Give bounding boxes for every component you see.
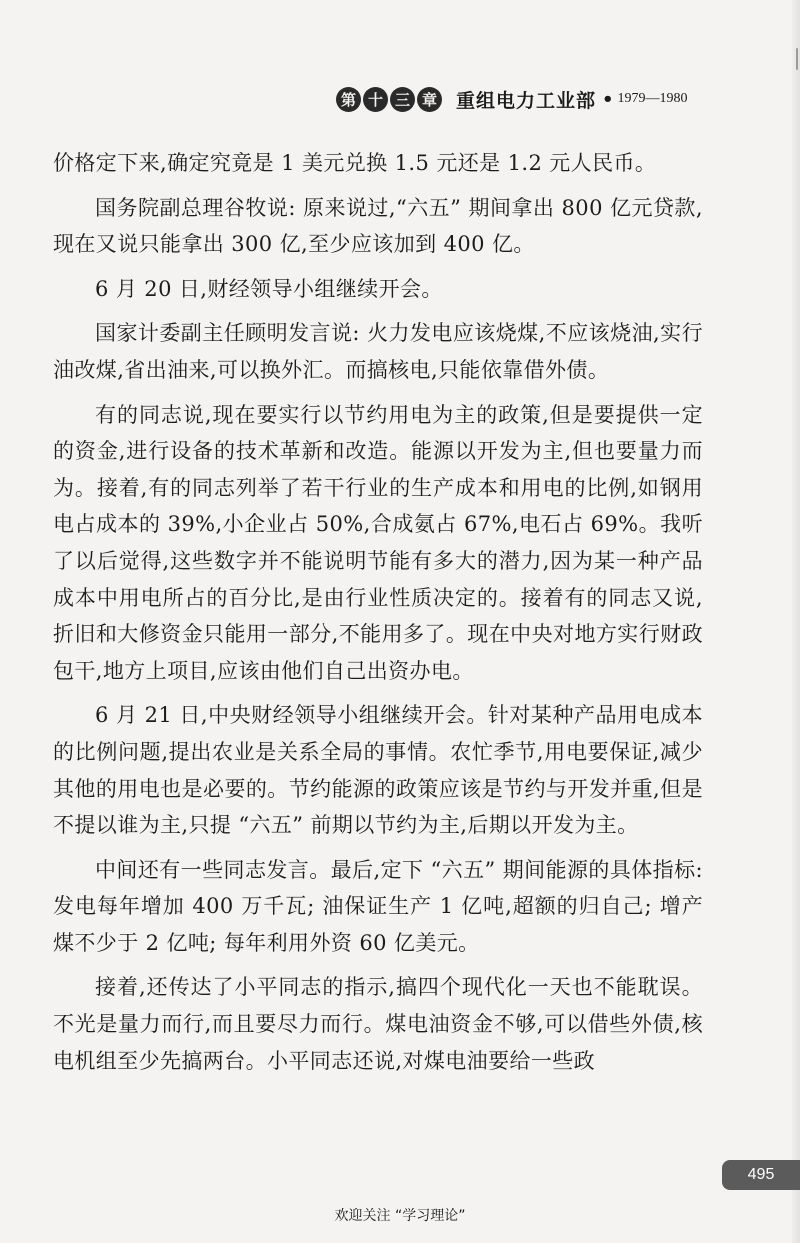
body-text xyxy=(53,145,703,1087)
page-edge xyxy=(792,0,800,1243)
chapter-char: 三 xyxy=(390,87,415,112)
running-head xyxy=(336,82,688,116)
page-number-tab xyxy=(722,1160,800,1190)
paragraph: 价格定下来,确定究竟是 1 美元兑换 1.5 元还是 1.2 元人民币。 xyxy=(53,151,657,175)
paragraph: 中间还有一些同志发言。最后,定下 “六五” 期间能源的具体指标: 发电每年增加 400 万千瓦; 油保证生产 1 亿吨,超额的归自己; 增产煤不少于 2 亿吨; 每年利用外资 60 亿美元。 xyxy=(53,857,703,955)
paragraph: 接着,还传达了小平同志的指示,搞四个现代化一天也不能耽误。不光是量力而行,而且要尽力而行。煤电油资金不够,可以借些外债,核电机组至少先搞两台。小平同志还说,对煤电油要给一些政 xyxy=(53,975,703,1073)
footer-watermark: 欢迎关注 “学习理论” xyxy=(334,1208,466,1224)
paragraph: 6 月 20 日,财经领导小组继续开会。 xyxy=(95,276,443,301)
header-separator: • xyxy=(602,88,614,110)
page-number: 495 xyxy=(747,1166,775,1183)
header-years: 1979—1980 xyxy=(617,91,688,106)
paragraph: 国务院副总理谷牧说: 原来说过,“六五” 期间拿出 800 亿元贷款,现在又说只能拿出 300 亿,至少应该加到 400 亿。 xyxy=(53,195,703,257)
part-title: 重组电力工业部 xyxy=(456,89,597,112)
page-edge-mark xyxy=(796,48,798,70)
paragraph: 国家计委副主任顾明发言说: 火力发电应该烧煤,不应该烧油,实行油改煤,省出油来,可以换外汇。而搞核电,只能依靠借外债。 xyxy=(53,321,703,382)
chapter-char: 章 xyxy=(417,87,442,112)
paragraph: 有的同志说,现在要实行以节约用电为主的政策,但是要提供一定的资金,进行设备的技术革新和改造。能源以开发为主,但也要量力而为。接着,有的同志列举了若干行业的生产成本和用电的比例,如钢用电占成本的 39%,小企业占 50%,合成氨占 67%,电石占 69%。我听了以后觉得,这些数字并不能说明节能有多大的潜力,因为某一种产品成本中用电所占的百分比,是由行业性质决定的。接着有的同志又说,折旧和大修资金只能用一部分,不能用多了。现在中央对地方实行财政包干,地方上项目,应该由他们自己出资办电。 xyxy=(53,402,703,683)
chapter-label xyxy=(336,87,444,112)
chapter-char: 第 xyxy=(336,87,361,112)
paragraph: 6 月 21 日,中央财经领导小组继续开会。针对某种产品用电成本的比例问题,提出农业是关系全局的事情。农忙季节,用电要保证,减少其他的用电也是必要的。节约能源的政策应该是节约与开发并重,但是不提以谁为主,只提 “六五” 前期以节约为主,后期以开发为主。 xyxy=(53,703,703,838)
chapter-char: 十 xyxy=(363,87,388,112)
